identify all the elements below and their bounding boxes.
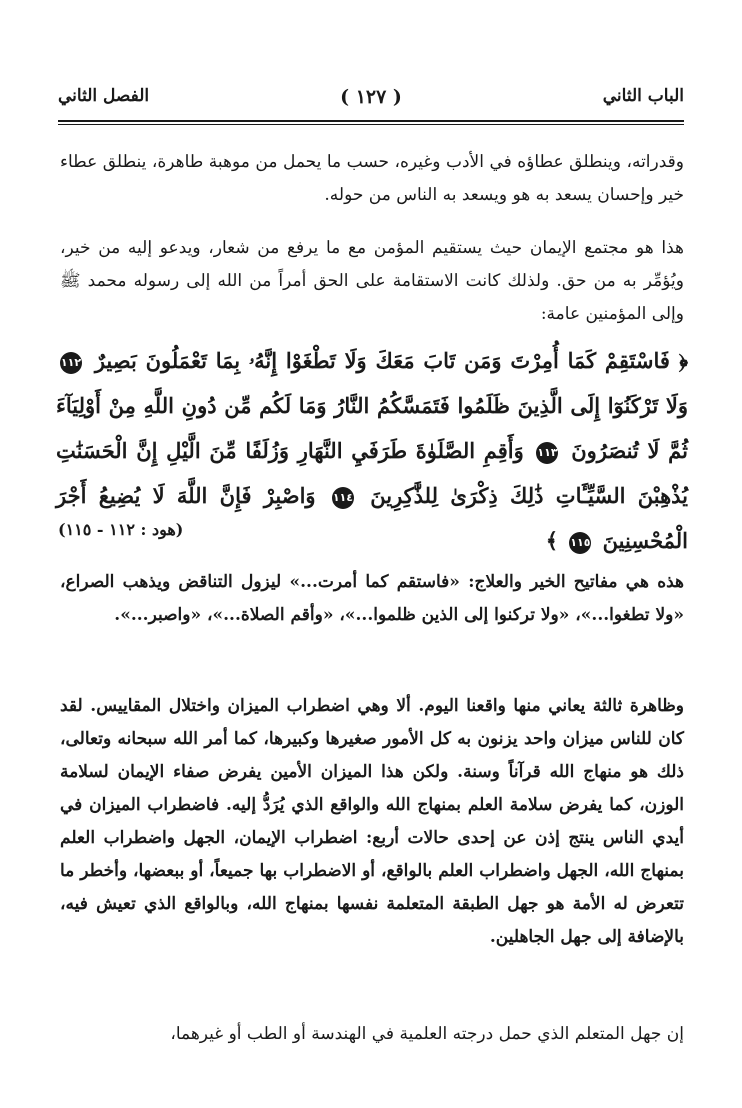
- header-divider: [58, 120, 684, 122]
- verse-115-marker: ١١٥: [569, 532, 591, 554]
- paragraph-3: هذه هي مفاتيح الخير والعلاج: «فاستقم كما أمرت...» ليزول التناقض ويذهب الصراع، «ولا تطغوا...»، «ولا تركنوا إلى الذين ظلموا...»، «وأقم الصلاة...»، «واصبر...».: [60, 572, 684, 625]
- paragraph-5: إن جهل المتعلم الذي حمل درجته العلمية في الهندسة أو الطب أو غيرهما،: [170, 1024, 684, 1044]
- quran-open-bracket: ﴿: [678, 348, 689, 373]
- verse-113-text: وَلَا تَرْكَنُوٓا إِلَى الَّذِينَ ظَلَمُوا فَتَمَسَّكُمُ النَّارُ وَمَا لَكُم مِّن دُونِ اللَّهِ مِنْ أَوْلِيَآءَ ثُمَّ لَا تُنصَرُونَ: [56, 393, 688, 463]
- verse-112-text: فَاسْتَقِمْ كَمَا أُمِرْتَ وَمَن تَابَ مَعَكَ وَلَا تَطْغَوْا إِنَّهُۥ بِمَا تَعْمَلُونَ بَصِيرٌ: [94, 348, 670, 373]
- page-header: [58, 86, 684, 120]
- verse-114-text: وَأَقِمِ الصَّلَوٰةَ طَرَفَيِ النَّهَارِ وَزُلَفًا مِّنَ الَّيْلِ إِنَّ الْحَسَنَٰتِ يُذْهِبْنَ السَّيِّـَٔاتِ ذَٰلِكَ ذِكْرَىٰ لِلذَّٰكِرِينَ: [56, 438, 689, 508]
- header-divider-thin: [58, 124, 684, 125]
- verse-113-marker: ١١٣: [536, 442, 558, 464]
- paragraph-1: وقدراته، وينطلق عطاؤه في الأدب وغيره، حسب ما يحمل من موهبة طاهرة، ينطلق عطاء خير وإحسان يسعد به هو ويسعد به الناس من حوله.: [60, 152, 684, 205]
- chapter-title: الباب الثاني: [602, 86, 684, 106]
- quran-close-bracket: ﴾: [545, 528, 559, 553]
- verse-115-text: وَاصْبِرْ فَإِنَّ اللَّهَ لَا يُضِيعُ أَجْرَ الْمُحْسِنِينَ: [56, 483, 688, 553]
- page-number: ( ١٢٧ ): [340, 86, 402, 108]
- quran-reference: (هود : ١١٢ - ١١٥): [58, 520, 184, 539]
- section-title: الفصل الثاني: [58, 86, 150, 106]
- verse-112-marker: ١١٢: [60, 352, 82, 374]
- paragraph-2: هذا هو مجتمع الإيمان حيث يستقيم المؤمن مع ما يرفع من شعار، ويدعو إليه من خير، ويُؤمِّر به من حق. ولذلك كانت الاستقامة على الحق أمراً من الله إلى رسوله محمد ﷺ وإلى المؤمنين عامة:: [60, 238, 684, 324]
- paragraph-4: وظاهرة ثالثة يعاني منها واقعنا اليوم. ألا وهي اضطراب الميزان واختلال المقاييس. لقد كان للناس ميزان واحد يزنون به كل الأمور صغيرها وكبيرها، كما أمر الله سبحانه وتعالى، ذلك هو منهاج الله قرآناً وسنة. ولكن هذا الميزان الأمين يفرض صفاء الإيمان لسلامة الوزن، كما يفرض سلامة العلم بمنهاج الله والواقع الذي يُرَدُّ إليه. فاضطراب الميزان في أيدي الناس ينتج إذن عن إحدى حالات أربع: اضطراب الإيمان، الجهل واضطراب العلم بمنهاج الله، الجهل واضطراب العلم بالواقع، أو الاضطراب بها جميعاً، أو ببعضها، وأخطر ما تتعرض له الأمة هو جهل الطبقة المتعلمة نفسها بمنهاج الله، وبالواقع الذي تعيش فيه، بالإضافة إلى جهل الجاهلين.: [60, 696, 684, 947]
- verse-114-marker: ١١٤: [332, 487, 354, 509]
